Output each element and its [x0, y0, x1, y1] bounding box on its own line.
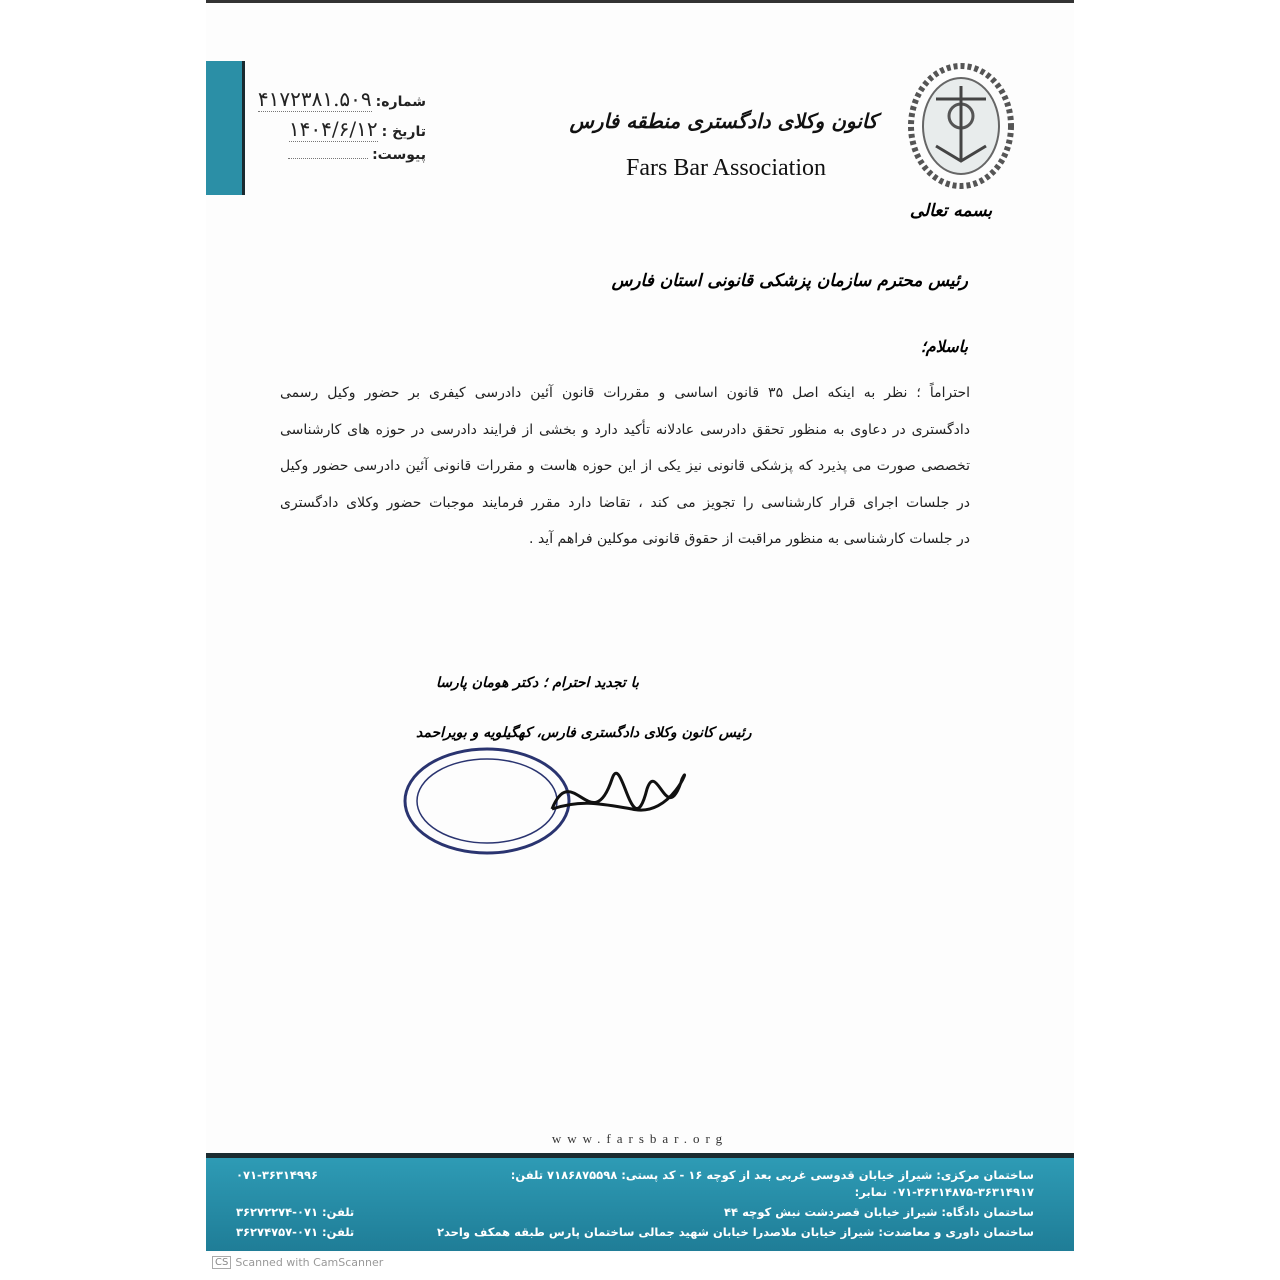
footer-phone: تلفن: ۰۷۱-۳۶۲۷۲۲۷۴	[236, 1205, 355, 1219]
addressee: رئیس محترم سازمان پزشکی قانونی استان فارس	[611, 271, 968, 291]
letter-body	[280, 378, 970, 561]
bar-association-emblem-icon	[906, 61, 1016, 191]
body-line: احتراماً ؛ نظر به اینکه اصل ۳۵ قانون اساسی و مقررات قانون آئین دادرسی کیفری بر حضور وکیل رسمی	[280, 385, 971, 401]
footer-address: ساختمان داوری و معاضدت: شیراز خیابان ملاصدرا خیابان شهید جمالی ساختمان پارس طبقه همکف واحد۲	[436, 1225, 1034, 1239]
number-label: شماره:	[375, 94, 426, 110]
camscanner-watermark	[212, 1256, 383, 1269]
greeting: باسلام؛	[920, 337, 968, 356]
body-line: در جلسات اجرای قرار کارشناسی را تجویز می کند ، تقاضا دارد مقرر فرمایند موجبات حضور وکلای دادگستری	[280, 494, 970, 511]
date-label: تاریخ :	[381, 124, 426, 140]
org-name-en: Fars Bar Association	[626, 155, 826, 181]
website: www.farsbar.org	[551, 1131, 729, 1146]
footer-address: ساختمان دادگاه: شیراز خیابان قصردشت نبش کوچه ۴۴	[724, 1205, 1034, 1219]
org-name-fa: کانون وکلای دادگستری منطقه فارس	[569, 109, 878, 133]
letter-meta	[256, 87, 426, 177]
body-line: در جلسات کارشناسی به منظور مراقبت از حقوق قانونی موکلین فراهم آید .	[529, 531, 970, 547]
footer-row	[236, 1224, 1034, 1241]
closing: با تجدید احترام ؛ دکتر هومان پارسا	[436, 675, 639, 691]
footer-phone: تلفن: ۰۷۱-۳۶۲۷۴۷۵۷	[236, 1225, 355, 1239]
date-value: ۱۴۰۴/۶/۱۲	[288, 117, 378, 141]
signer-title: رئیس کانون وکلای دادگستری فارس، کهگیلویه و بویراحمد	[416, 725, 752, 741]
letter-page	[206, 0, 1074, 1253]
official-stamp-and-signature	[402, 739, 692, 859]
letterhead-color-strip	[206, 61, 245, 195]
footer-row	[236, 1204, 1034, 1221]
footer-phone: ۰۷۱-۳۶۳۱۴۹۹۶	[236, 1168, 318, 1182]
number-value: ۴۱۷۲۳۸۱.۵۰۹	[257, 87, 372, 111]
watermark-text: Scanned with CamScanner	[235, 1256, 384, 1269]
footer-address: ساختمان مرکزی: شیراز خیابان قدوسی غربی بعد از کوچه ۱۶ - کد پستی: ۷۱۸۶۸۷۵۵۹۸ تلفن: ۳۶۳۱۴۹۱۷-۳۶۳۱۴۸۷۵-۰۷۱ نمابر:	[510, 1168, 1034, 1199]
footer-band	[206, 1153, 1074, 1251]
invocation: بسمه تعالی	[909, 201, 993, 221]
attachment-label: پیوست:	[372, 147, 426, 163]
camscanner-logo-icon: CS	[212, 1256, 231, 1269]
body-line: دادگستری در دعاوی به منظور تحقق دادرسی عادلانه تأکید دارد و بخشی از فرایند دادرسی در حوزه های کارشناسی	[280, 421, 970, 438]
attachment-value	[288, 158, 368, 159]
body-line: تخصصی صورت می پذیرد که پزشکی قانونی نیز یکی از این حوزه هاست و مقررات قانونی آئین دادرسی حضور وکیل	[280, 458, 970, 474]
footer-row	[236, 1167, 1034, 1201]
